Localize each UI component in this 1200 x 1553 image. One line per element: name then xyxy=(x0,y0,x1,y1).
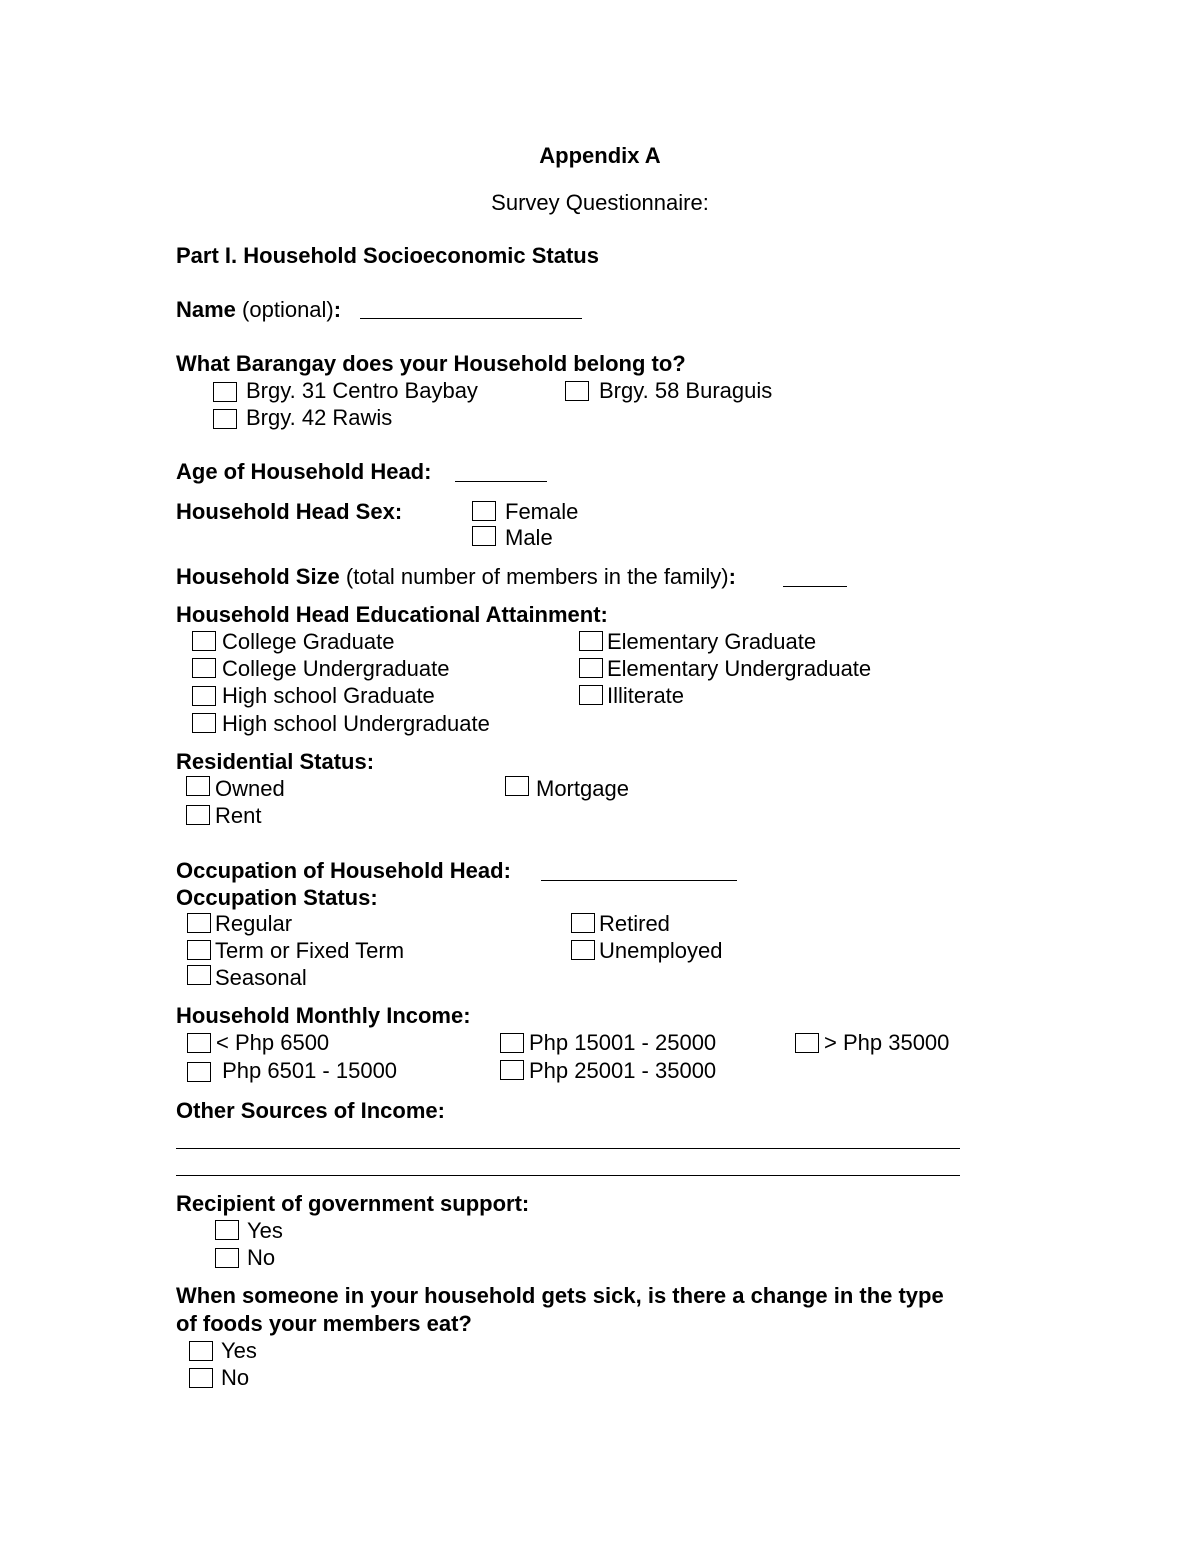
barangay-centro-baybay-checkbox[interactable] xyxy=(213,382,237,402)
income-option-label: Php 15001 - 25000 xyxy=(529,1030,717,1055)
education-illiterate-checkbox[interactable] xyxy=(579,685,603,705)
income-label: Household Monthly Income: xyxy=(176,1003,471,1028)
education-elementary-undergraduate-checkbox[interactable] xyxy=(579,658,603,678)
sick-no-checkbox[interactable] xyxy=(189,1368,213,1388)
education-option-label: High school Undergraduate xyxy=(222,711,490,736)
residential-option-label: Mortgage xyxy=(536,776,629,801)
size-label: Household Size xyxy=(176,564,340,589)
occupation-unemployed-checkbox[interactable] xyxy=(571,940,595,960)
name-colon: : xyxy=(333,297,342,322)
other-income-line-1[interactable] xyxy=(176,1148,960,1149)
gov-support-yes-checkbox[interactable] xyxy=(215,1220,239,1240)
barangay-option-label: Brgy. 42 Rawis xyxy=(246,405,393,430)
education-college-graduate-checkbox[interactable] xyxy=(192,631,216,651)
sick-option-label: Yes xyxy=(221,1338,257,1363)
education-college-undergraduate-checkbox[interactable] xyxy=(192,658,216,678)
sick-yes-checkbox[interactable] xyxy=(189,1341,213,1361)
other-income-line-2[interactable] xyxy=(176,1175,960,1176)
gov-support-no-checkbox[interactable] xyxy=(215,1248,239,1268)
age-field[interactable] xyxy=(455,481,547,482)
income-25001-35000-checkbox[interactable] xyxy=(500,1060,524,1080)
occupation-option-label: Term or Fixed Term xyxy=(215,938,405,963)
residential-option-label: Owned xyxy=(215,776,285,801)
name-label: Name xyxy=(176,297,236,322)
size-field[interactable] xyxy=(783,586,847,587)
education-option-label: Elementary Graduate xyxy=(607,629,817,654)
barangay-buraguis-checkbox[interactable] xyxy=(565,381,589,401)
occupation-label: Occupation of Household Head: xyxy=(176,858,511,883)
occupation-option-label: Retired xyxy=(599,911,670,936)
residential-mortgage-checkbox[interactable] xyxy=(505,776,529,796)
barangay-option-label: Brgy. 58 Buraguis xyxy=(599,378,773,403)
education-elementary-graduate-checkbox[interactable] xyxy=(579,631,603,651)
income-option-label: > Php 35000 xyxy=(824,1030,950,1055)
sick-question-line-1: When someone in your household gets sick, is there a change in the type xyxy=(176,1283,944,1308)
name-hint: (optional) xyxy=(235,297,334,322)
barangay-question: What Barangay does your Household belong to? xyxy=(176,351,686,376)
residential-label: Residential Status: xyxy=(176,749,375,774)
income-option-label: < Php 6500 xyxy=(216,1030,330,1055)
gov-support-option-label: Yes xyxy=(247,1218,283,1243)
page-subtitle: Survey Questionnaire: xyxy=(491,190,709,215)
income-15001-25000-checkbox[interactable] xyxy=(500,1033,524,1053)
education-option-label: College Undergraduate xyxy=(222,656,450,681)
income-option-label: Php 25001 - 35000 xyxy=(529,1058,717,1083)
barangay-rawis-checkbox[interactable] xyxy=(213,409,237,429)
sex-female-checkbox[interactable] xyxy=(472,501,496,521)
income-below-6500-checkbox[interactable] xyxy=(187,1033,211,1053)
income-option-label: Php 6501 - 15000 xyxy=(216,1058,398,1083)
occupation-term-checkbox[interactable] xyxy=(187,940,211,960)
occupation-field[interactable] xyxy=(541,880,737,881)
age-label: Age of Household Head: xyxy=(176,459,432,484)
part-heading: Part I. Household Socioeconomic Status xyxy=(176,243,599,268)
education-option-label: College Graduate xyxy=(222,629,395,654)
income-6501-15000-checkbox[interactable] xyxy=(187,1062,211,1082)
residential-option-label: Rent xyxy=(215,803,262,828)
barangay-option-label: Brgy. 31 Centro Baybay xyxy=(246,378,478,403)
size-hint: (total number of members in the family) xyxy=(339,564,729,589)
occupation-regular-checkbox[interactable] xyxy=(187,913,211,933)
sex-option-label: Female xyxy=(505,499,579,524)
education-option-label: Elementary Undergraduate xyxy=(607,656,872,681)
education-highschool-undergraduate-checkbox[interactable] xyxy=(192,713,216,733)
sick-option-label: No xyxy=(221,1365,250,1390)
gov-support-option-label: No xyxy=(247,1245,276,1270)
education-label: Household Head Educational Attainment: xyxy=(176,602,608,627)
sex-option-label: Male xyxy=(505,525,553,550)
income-above-35000-checkbox[interactable] xyxy=(795,1033,819,1053)
occupation-seasonal-checkbox[interactable] xyxy=(187,965,211,985)
education-option-label: Illiterate xyxy=(607,683,685,708)
name-label-row xyxy=(176,297,341,323)
occupation-status-label: Occupation Status: xyxy=(176,885,378,910)
page-title: Appendix A xyxy=(539,143,661,168)
education-highschool-graduate-checkbox[interactable] xyxy=(192,686,216,706)
size-colon: : xyxy=(728,564,736,589)
gov-support-label: Recipient of government support: xyxy=(176,1191,530,1216)
occupation-option-label: Unemployed xyxy=(599,938,723,963)
occupation-option-label: Regular xyxy=(215,911,293,936)
name-field[interactable] xyxy=(360,318,582,319)
residential-owned-checkbox[interactable] xyxy=(186,776,210,796)
occupation-retired-checkbox[interactable] xyxy=(571,913,595,933)
residential-rent-checkbox[interactable] xyxy=(186,805,210,825)
other-income-label: Other Sources of Income: xyxy=(176,1098,445,1123)
education-option-label: High school Graduate xyxy=(222,683,435,708)
sex-label: Household Head Sex: xyxy=(176,499,403,524)
occupation-option-label: Seasonal xyxy=(215,965,307,990)
sex-male-checkbox[interactable] xyxy=(472,526,496,546)
size-label-row xyxy=(176,564,736,590)
sick-question-line-2: of foods your members eat? xyxy=(176,1311,472,1336)
